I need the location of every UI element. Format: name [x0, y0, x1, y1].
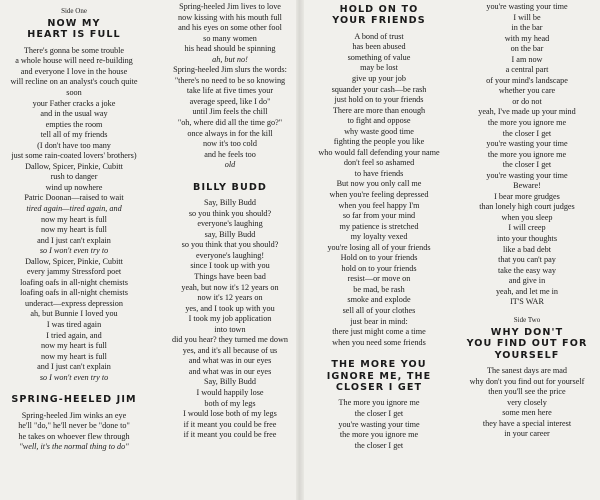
- lyric-line: now my heart is full: [41, 351, 107, 361]
- lyric-line: "well, it's the normal thing to do": [19, 442, 129, 452]
- lyric-line: smoke and explode: [347, 295, 411, 305]
- lyric-line: the more you ignore me: [487, 118, 567, 128]
- lyric-line: old: [224, 160, 236, 170]
- lyric-line: every jammy Stressford poet: [26, 267, 122, 277]
- lyric-line: my patience is stretched: [339, 221, 419, 231]
- lyric-line: and what was in our eyes: [188, 356, 272, 366]
- lyric-line: now it's too cold: [202, 139, 257, 149]
- song-title-line: IGNORE ME, THE: [326, 370, 432, 382]
- lyric-line: with my head: [504, 33, 550, 43]
- lyric-line: tell all of my friends: [40, 130, 108, 140]
- lyric-line: when you're feeling depressed: [329, 190, 429, 200]
- lyric-line: there just might come a time: [332, 327, 426, 337]
- lyric-line: yes, and I took up with you: [185, 303, 275, 313]
- lyric-line: so many women: [203, 33, 257, 43]
- lyrics-block: [0, 46, 148, 384]
- lyric-line: and everyone I love in the house: [20, 66, 128, 76]
- lyric-line: loafing oafs in all-night chemists: [20, 288, 128, 298]
- lyric-line: Spring-heeled Jim winks an eye: [21, 410, 127, 420]
- lyric-line: rush to danger: [50, 172, 98, 182]
- song-title-line: THE MORE YOU: [331, 359, 427, 371]
- lyric-line: Things have been bad: [194, 271, 266, 281]
- lyric-line: I tried again, and: [46, 330, 102, 340]
- lyric-line: now my heart is full: [41, 214, 107, 224]
- lyric-line: why waste good time: [344, 126, 414, 136]
- lyric-line: his head should be spinning: [184, 44, 276, 54]
- lyric-line: in the bar: [511, 23, 543, 33]
- lyric-line: Spring-heeled Jim lives to love: [179, 2, 281, 11]
- lyrics-block: [156, 198, 304, 441]
- song-title: [0, 394, 148, 405]
- lyric-line: "there's no need to be so knowing: [174, 75, 286, 85]
- lyric-line: The sanest days are mad: [486, 366, 568, 376]
- lyric-line: now kissing with his mouth full: [178, 12, 282, 22]
- song-title: [308, 359, 450, 393]
- lyric-line: some men here: [502, 408, 552, 418]
- lyric-line: resist—or move on: [347, 274, 411, 284]
- lyric-line: he takes on whoever flew through: [18, 431, 130, 441]
- lyric-line: you're wasting your time: [486, 139, 568, 149]
- lyric-line: say, Billy Budd: [204, 229, 256, 239]
- lyric-line: both of my legs: [204, 398, 256, 408]
- lyric-line: the closer I get: [354, 408, 404, 418]
- lyric-line: everyone's laughing: [197, 219, 263, 229]
- lyrics-block: [308, 398, 450, 451]
- song-title-line: YOURSELF: [494, 349, 560, 361]
- lyrics-block: [454, 366, 600, 440]
- lyric-line: if it meant you could be free: [183, 419, 277, 429]
- lyric-line: until Jim feels the chill: [192, 107, 268, 117]
- lyric-line: I will be: [513, 12, 541, 22]
- lyric-line: I bear more grudges: [494, 191, 560, 201]
- lyric-line: into town: [214, 324, 246, 334]
- lyric-line: Dallow, Spicer, Pinkie, Cubitt: [25, 161, 123, 171]
- lyric-line: wind up nowhere: [45, 182, 103, 192]
- lyric-line: squander your cash—be rash: [331, 84, 427, 94]
- lyric-line: ah, but no!: [212, 54, 248, 64]
- song-title-line: SPRING-HEELED JIM: [11, 394, 137, 406]
- spacer: [0, 383, 148, 392]
- lyric-line: has been abused: [352, 42, 406, 52]
- lyric-line: very closely: [507, 397, 547, 407]
- lyric-line: yeah, but now it's 12 years on: [181, 282, 279, 292]
- column-1: [0, 2, 148, 500]
- lyric-line: I am now: [511, 54, 543, 64]
- lyric-line: fighting the people you like: [333, 137, 425, 147]
- lyric-line: I would happily lose: [196, 388, 264, 397]
- side-label: Side One: [61, 7, 87, 15]
- lyric-line: underact—express depression: [25, 298, 123, 308]
- lyric-line: Say, Billy Budd: [203, 377, 256, 387]
- column-2: [156, 2, 304, 500]
- lyric-line: "oh, where did all the time go?": [177, 118, 283, 128]
- song-title: [454, 327, 600, 361]
- lyric-line: Beware!: [513, 181, 541, 191]
- lyric-line: just hold on to your friends: [334, 95, 424, 105]
- lyric-line: sell all of your clothes: [342, 306, 416, 316]
- lyric-line: and I just can't explain: [37, 362, 111, 372]
- spacer: [308, 348, 450, 357]
- lyric-line: you're wasting your time: [338, 419, 420, 429]
- lyric-line: that you can't pay: [498, 255, 556, 265]
- lyric-line: your Father cracks a joke: [32, 98, 116, 108]
- lyric-line: so you think that you should?: [181, 240, 279, 250]
- lyrics-block: [0, 411, 148, 453]
- song-title: [156, 182, 304, 193]
- lyric-line: tired again—tired again, and: [26, 204, 122, 214]
- lyric-line: I took my job application: [188, 314, 272, 324]
- lyric-line: and I just can't explain: [37, 235, 111, 245]
- lyric-line: Say, Billy Budd: [203, 198, 256, 208]
- lyric-line: then you'll see the price: [488, 387, 566, 397]
- lyric-line: But now you only call me: [336, 179, 422, 189]
- spacer: [454, 308, 600, 315]
- column-4: [454, 2, 600, 500]
- lyric-line: so I won't even try to: [39, 372, 109, 382]
- lyric-line: you're wasting your time: [486, 2, 568, 11]
- lyric-line: something of value: [347, 52, 411, 62]
- lyric-line: since I took up with you: [190, 261, 270, 271]
- spacer: [156, 171, 304, 180]
- lyrics-block: [156, 2, 304, 171]
- lyrics-block: [454, 2, 600, 308]
- song-title-line: WHY DON'T: [490, 326, 564, 338]
- lyric-line: they have a special interest: [482, 418, 572, 428]
- lyric-line: whether you care: [498, 86, 556, 96]
- lyric-line: my loyalty vexed: [350, 232, 408, 242]
- lyric-line: give up your job: [352, 74, 406, 83]
- lyric-line: and his eyes on some other fool: [178, 23, 282, 33]
- lyric-line: empties the room: [45, 119, 103, 129]
- lyric-line: ah, but Bunnie I loved you: [30, 309, 118, 319]
- song-title-line: BILLY BUDD: [193, 181, 267, 193]
- lyric-line: the closer I get: [502, 160, 552, 170]
- lyric-line: to fight and oppose: [347, 116, 411, 126]
- lyric-line: when you sleep: [501, 212, 553, 222]
- song-title-line: YOU FIND OUT FOR: [466, 338, 588, 350]
- lyric-line: of your mind's landscape: [486, 75, 568, 85]
- lyric-line: like a bad debt: [503, 244, 551, 254]
- lyric-line: Dallow, Spicer, Pinkie, Cubitt: [25, 256, 123, 266]
- lyric-line: loafing oafs in all-night chemists: [20, 277, 128, 287]
- lyric-line: so I won't even try to: [39, 246, 109, 256]
- lyric-line: now my heart is full: [41, 225, 107, 235]
- lyric-line: and give in: [508, 276, 546, 286]
- lyric-line: just some rain-coated lovers' brothers): [11, 151, 137, 161]
- lyric-line: who would fall defending your name: [318, 147, 440, 157]
- song-title-line: HEART IS FULL: [27, 29, 121, 41]
- song-title: [308, 4, 450, 27]
- lyric-line: so you think you should?: [188, 208, 272, 218]
- lyric-line: take the easy way: [498, 265, 556, 275]
- lyric-line: just bear in mind:: [350, 316, 408, 326]
- side-label: Side Two: [513, 315, 541, 324]
- lyric-line: soon: [66, 88, 82, 97]
- lyric-line: a whole house will need re-building: [15, 56, 133, 66]
- lyric-line: the closer I get: [502, 128, 552, 138]
- lyric-line: and in the usual way: [40, 109, 108, 119]
- lyric-line: There's gonna be some trouble: [23, 45, 125, 55]
- song-title-line: CLOSER I GET: [335, 382, 423, 394]
- lyric-line: now it's 12 years on: [197, 293, 263, 303]
- lyric-line: you're losing all of your friends: [327, 242, 431, 252]
- column-3: [308, 2, 450, 500]
- lyric-line: so far from your mind: [342, 211, 416, 221]
- lyric-line: Hold on to your friends: [340, 253, 418, 263]
- song-title-line: YOUR FRIENDS: [332, 15, 426, 27]
- song-title-line: HOLD ON TO: [339, 4, 419, 15]
- lyric-line: to have friends: [354, 168, 404, 178]
- lyric-line: the closer I get: [354, 440, 404, 450]
- lyric-line: or do not: [512, 96, 542, 106]
- lyric-line: if it meant you could be free: [183, 430, 277, 440]
- song-title-line: NOW MY: [47, 18, 101, 29]
- lyric-line: now my heart is full: [41, 341, 107, 351]
- lyric-line: why don't you find out for yourself: [469, 376, 585, 386]
- song-title: [0, 18, 148, 41]
- lyric-line: will recline on an analyst's couch quite: [10, 77, 138, 87]
- lyric-line: yes, and it's all because of us: [182, 345, 278, 355]
- lyric-line: There are more than enough: [332, 105, 426, 115]
- lyric-line: IT'S WAR: [510, 297, 544, 307]
- lyric-line: a central part: [505, 65, 549, 75]
- lyric-line: I would lose both of my legs: [183, 409, 277, 419]
- lyric-line: The more you ignore me: [338, 398, 420, 408]
- lyric-line: in your career: [504, 429, 550, 439]
- lyric-line: the more you ignore me: [487, 149, 567, 159]
- lyric-line: when you feel happy I'm: [338, 200, 420, 210]
- lyric-line: I will creep: [508, 223, 546, 233]
- lyric-line: you're wasting your time: [486, 170, 568, 180]
- lyric-line: and he feels too: [204, 149, 256, 159]
- lyric-line: when you need some friends: [332, 337, 426, 347]
- lyric-line: than lonely high court judges: [479, 202, 575, 212]
- lyric-line: don't feel so ashamed: [343, 158, 415, 168]
- lyric-line: Patric Doonan—raised to wait: [24, 193, 124, 203]
- lyric-line: on the bar: [510, 44, 544, 54]
- lyric-line: hold on to your friends: [341, 263, 417, 273]
- lyric-line: everyone's laughing!: [195, 250, 265, 260]
- lyric-line: into your thoughts: [496, 234, 558, 244]
- lyric-line: did you hear? they turned me down: [172, 335, 288, 345]
- lyric-line: I was tired again: [46, 320, 102, 330]
- lyric-line: and what was in our eyes: [188, 366, 272, 376]
- lyric-line: he'll "do," he'll never be "done to": [18, 421, 130, 431]
- lyric-line: the more you ignore me: [339, 430, 419, 440]
- lyric-line: may be lost: [360, 63, 398, 73]
- lyric-line: once always in for the kill: [187, 128, 273, 138]
- lyric-line: average speed, like I do": [189, 96, 271, 106]
- lyric-line: be mad, be rash: [353, 284, 405, 294]
- lyric-line: yeah, and let me in: [495, 286, 559, 296]
- lyric-line: take life at five times your: [186, 86, 274, 96]
- lyric-line: A bond of trust: [354, 31, 404, 41]
- lyric-line: (I don't have too many: [37, 140, 111, 150]
- lyric-line: Spring-heeled Jim slurs the words:: [173, 65, 287, 75]
- lyrics-block: [308, 32, 450, 348]
- lyric-line: yeah, I've made up your mind: [478, 107, 576, 117]
